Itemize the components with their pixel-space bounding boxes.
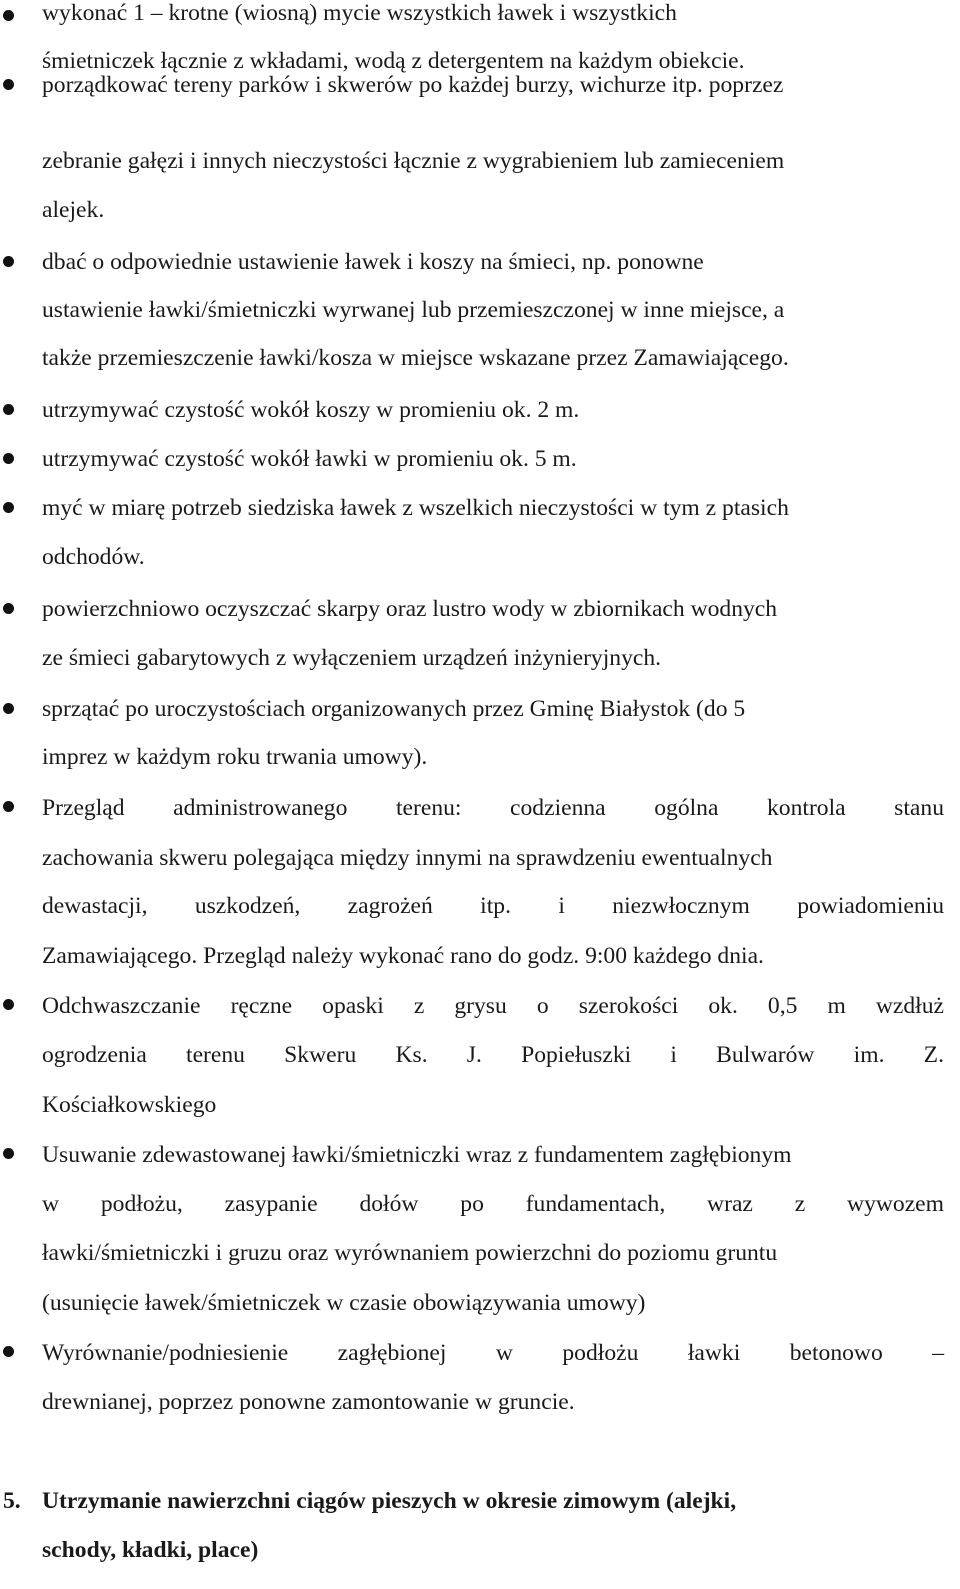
list-item-line: odchodów.: [42, 544, 145, 570]
bullet-icon: [3, 404, 14, 415]
list-item-line: drewnianej, poprzez ponowne zamontowanie w gruncie.: [42, 1389, 575, 1415]
bullet-icon: [3, 79, 14, 90]
bullet-icon: [3, 603, 14, 614]
bullet-icon: [3, 1148, 14, 1159]
list-item-line: ze śmieci gabarytowych z wyłączeniem urządzeń inżynieryjnych.: [42, 645, 662, 671]
section-title-line: schody, kładki, place): [42, 1537, 259, 1563]
bullet-icon: [3, 10, 14, 21]
bullet-icon: [3, 453, 14, 464]
list-item-line: powierzchniowo oczyszczać skarpy oraz lustro wody w zbiornikach wodnych: [42, 596, 778, 622]
list-item-line: Odchwaszczanie ręczne opaski z grysu o szerokości ok. 0,5 m wzdłuż: [42, 993, 944, 1019]
list-item-line: także przemieszczenie ławki/kosza w miejsce wskazane przez Zamawiającego.: [42, 345, 789, 371]
list-item-line: (usunięcie ławek/śmietniczek w czasie obowiązywania umowy): [42, 1290, 646, 1316]
bullet-icon: [3, 502, 14, 513]
list-item-line: ustawienie ławki/śmietniczki wyrwanej lub przemieszczonej w inne miejsce, a: [42, 297, 785, 323]
section-title-line: Utrzymanie nawierzchni ciągów pieszych w okresie zimowym (alejki,: [42, 1488, 737, 1514]
list-item-line: ławki/śmietniczki i gruzu oraz wyrównaniem powierzchni do poziomu gruntu: [42, 1240, 778, 1266]
list-item-line: ogrodzenia terenu Skweru Ks. J. Popiełuszki i Bulwarów im. Z.: [42, 1042, 944, 1068]
list-item-line: Kościałkowskiego: [42, 1092, 217, 1118]
bullet-icon: [3, 256, 14, 267]
list-item-line: Przegląd administrowanego terenu: codzienna ogólna kontrola stanu: [42, 795, 944, 821]
section-number: 5.: [3, 1488, 21, 1514]
list-item-line: wykonać 1 – krotne (wiosną) mycie wszystkich ławek i wszystkich: [42, 0, 677, 26]
list-item-line: utrzymywać czystość wokół koszy w promieniu ok. 2 m.: [42, 397, 580, 423]
list-item-line: śmietniczek łącznie z wkładami, wodą z detergentem na każdym obiekcie.: [42, 48, 745, 74]
list-item-line: porządkować tereny parków i skwerów po każdej burzy, wichurze itp. poprzez: [42, 72, 784, 98]
list-item-line: Wyrównanie/podniesienie zagłębionej w podłożu ławki betonowo –: [42, 1340, 944, 1366]
bullet-icon: [3, 999, 14, 1010]
list-item-line: dewastacji, uszkodzeń, zagrożeń itp. i niezwłocznym powiadomieniu: [42, 893, 944, 919]
bullet-icon: [3, 1346, 14, 1357]
list-item-line: alejek.: [42, 197, 105, 223]
list-item-line: w podłożu, zasypanie dołów po fundamentach, wraz z wywozem: [42, 1191, 944, 1217]
list-item-line: utrzymywać czystość wokół ławki w promieniu ok. 5 m.: [42, 446, 577, 472]
list-item-line: myć w miarę potrzeb siedziska ławek z wszelkich nieczystości w tym z ptasich: [42, 495, 789, 521]
bullet-icon: [3, 801, 14, 812]
list-item-line: imprez w każdym roku trwania umowy).: [42, 744, 428, 770]
list-item-line: zachowania skweru polegająca między innymi na sprawdzeniu ewentualnych: [42, 845, 773, 871]
list-item-line: zebranie gałęzi i innych nieczystości łącznie z wygrabieniem lub zamieceniem: [42, 148, 785, 174]
list-item-line: Usuwanie zdewastowanej ławki/śmietniczki wraz z fundamentem zagłębionym: [42, 1142, 792, 1168]
bullet-icon: [3, 703, 14, 714]
list-item-line: sprzątać po uroczystościach organizowanych przez Gminę Białystok (do 5: [42, 696, 746, 722]
list-item-line: Zamawiającego. Przegląd należy wykonać rano do godz. 9:00 każdego dnia.: [42, 943, 764, 969]
list-item-line: dbać o odpowiednie ustawienie ławek i koszy na śmieci, np. ponowne: [42, 249, 704, 275]
